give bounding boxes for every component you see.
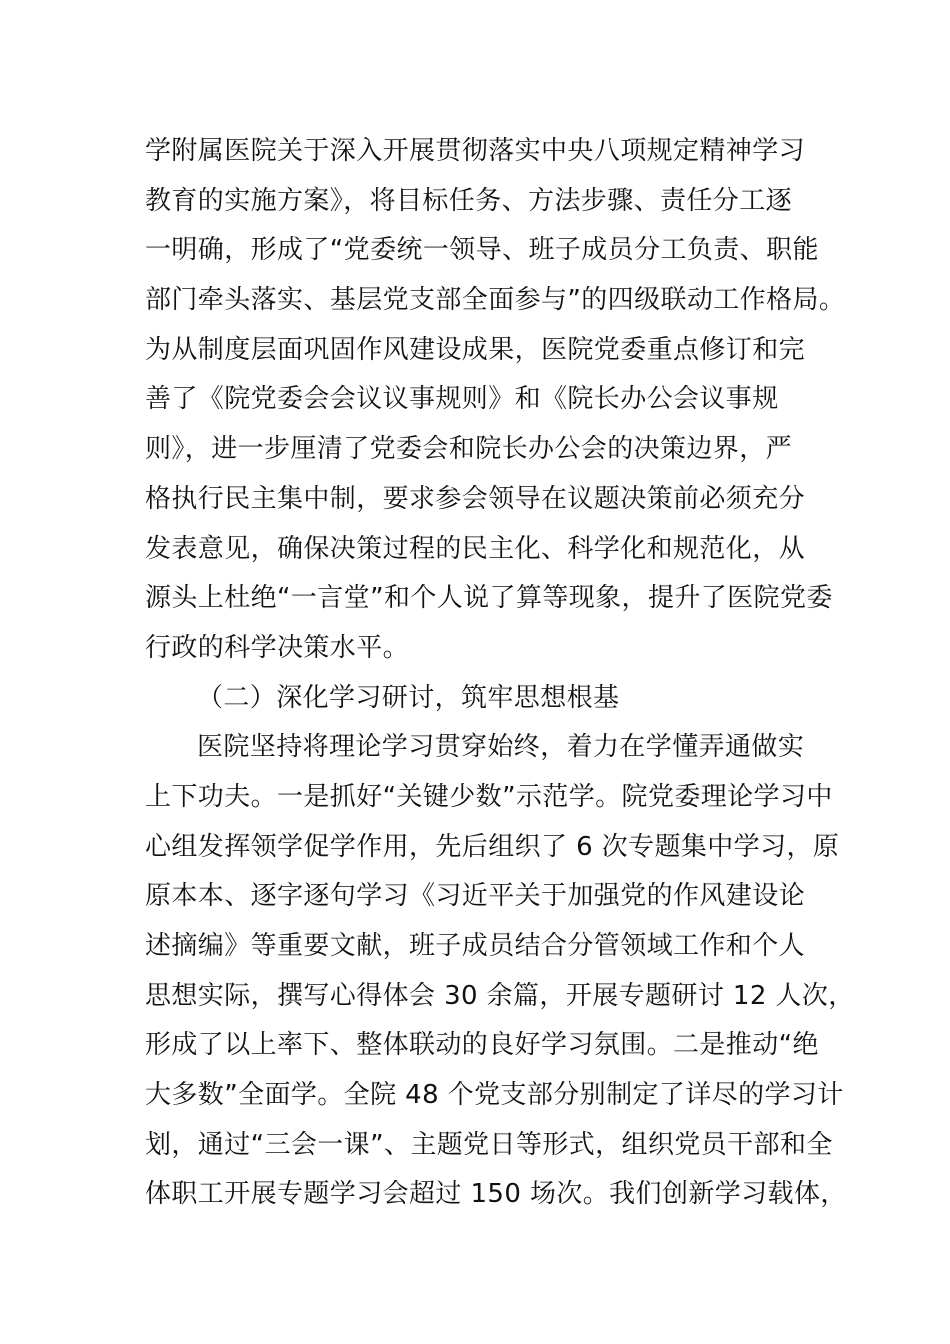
- text-line: 一明确，形成了“党委统一领导、班子成员分工负责、职能: [145, 235, 819, 266]
- text-line: 思想实际，撰写心得体会 30 余篇，开展专题研讨 12 人次，: [145, 980, 855, 1011]
- text-line: 学附属医院关于深入开展贯彻落实中央八项规定精神学习: [145, 136, 806, 166]
- section-heading: （二）深化学习研讨，筑牢思想根基: [197, 682, 620, 713]
- text-line: 大多数”全面学。全院 48 个党支部分别制定了详尽的学习计: [145, 1080, 844, 1111]
- text-line: 为从制度层面巩固作风建设成果，医院党委重点修订和完: [145, 334, 806, 365]
- text-line: 体职工开展专题学习会超过 150 场次。我们创新学习载体，: [145, 1179, 847, 1210]
- text-line: 述摘编》等重要文献，班子成员结合分管领域工作和个人: [145, 931, 806, 961]
- text-line: 源头上杜绝“一言堂”和个人说了算等现象，提升了医院党委: [145, 583, 833, 614]
- text-line: 上下功夫。一是抓好“关键少数”示范学。院党委理论学习中: [145, 781, 833, 812]
- text-line: 行政的科学决策水平。: [145, 632, 410, 663]
- document-body: [145, 127, 855, 1220]
- text-line: 心组发挥领学促学作用，先后组织了 6 次专题集中学习，原: [145, 831, 840, 862]
- text-line: 善了《院党委会会议议事规则》和《院长办公会议事规: [145, 384, 779, 415]
- paragraph-first-line: 医院坚持将理论学习贯穿始终，着力在学懂弄通做实: [197, 732, 805, 763]
- text-line: 教育的实施方案》，将目标任务、方法步骤、责任分工逐: [145, 185, 793, 216]
- text-line: 则》，进一步厘清了党委会和院长办公会的决策边界，严: [145, 434, 793, 465]
- text-line: 形成了以上率下、整体联动的良好学习氛围。二是推动“绝: [145, 1030, 819, 1061]
- text-line: 划，通过“三会一课”、主题党日等形式，组织党员干部和全: [145, 1129, 833, 1160]
- text-line: 原本本、逐字逐句学习《习近平关于加强党的作风建设论: [145, 881, 806, 912]
- text-line: 发表意见，确保决策过程的民主化、科学化和规范化，从: [145, 533, 806, 564]
- text-line: 格执行民主集中制，要求参会领导在议题决策前必须充分: [145, 483, 806, 514]
- text-line: 部门牵头落实、基层党支部全面参与”的四级联动工作格局。: [145, 285, 846, 316]
